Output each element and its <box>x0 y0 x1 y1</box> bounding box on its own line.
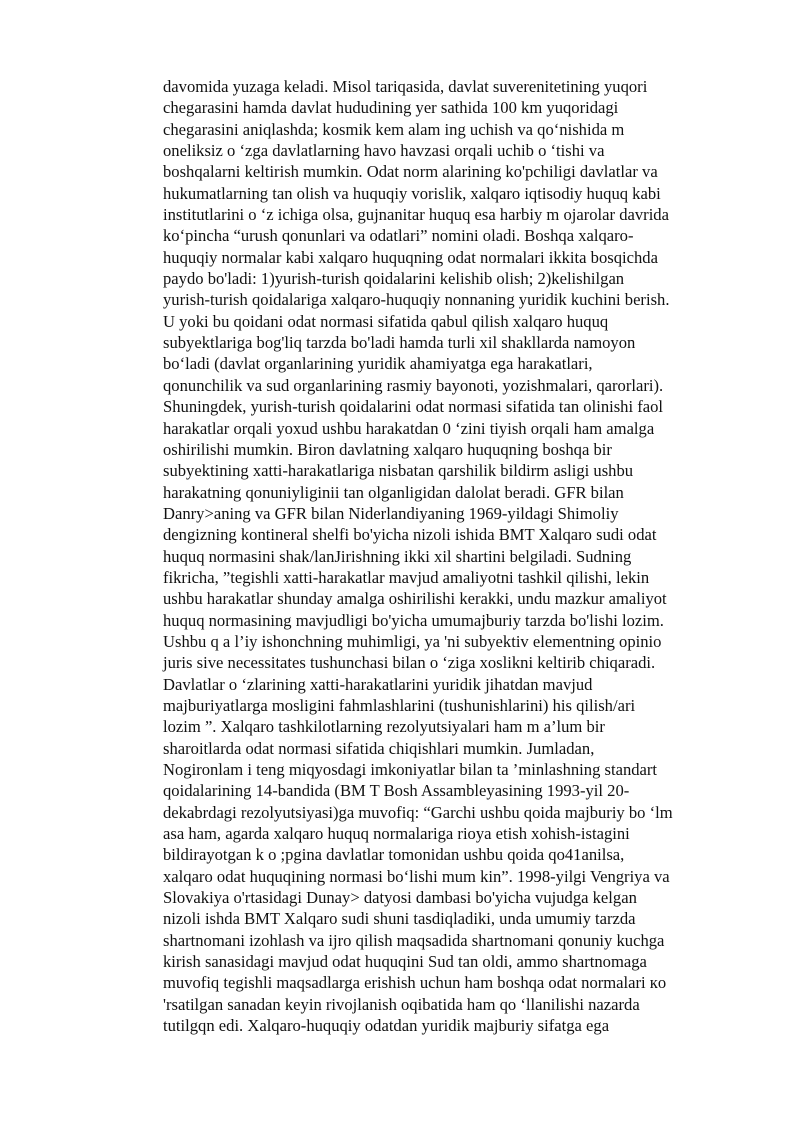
text-line: bildirayotgan k o ;pgina davlatlar tomonidan ushbu qoida qo41anilsa, <box>163 845 625 865</box>
text-line: oneliksiz o ‘zga davlatlarning havo havzasi orqali uchib o ‘tishi va <box>163 141 605 161</box>
text-line: dekabrdagi rezolyutsiyasi)ga muvofiq: “Garchi ushbu qoida majburiy bo ‘lm <box>163 802 673 822</box>
text-line: Davlatlar o ‘zlarining xatti-harakatlarini yuridik jihatdan mavjud <box>163 674 593 694</box>
text-line: nizoli ishda BMT Xalqaro sudi shuni tasdiqladiki, unda umumiy tarzda <box>163 909 636 929</box>
text-line: Nogironlam i teng miqyosdagi imkoniyatlar bilan ta ’minlashning standart <box>163 760 658 779</box>
text-line: muvofiq tegishli maqsadlarga erishish uchun ham boshqa odat normalari кo <box>163 973 667 993</box>
text-line: majburiyatlarga mosligini fahmlashlarini (tushunishlarini) his qilish/ari <box>163 695 636 715</box>
document-page <box>163 76 753 1036</box>
text-line: qoidalarining 14-bandida (BM T Bosh Assambleyasining 1993-yil 20- <box>163 781 630 801</box>
text-line: asa ham, agarda xalqaro huquq normalariga rioya etish xohish-istagini <box>163 824 630 844</box>
text-line: chegarasini hamda davlat hududining yer sathida 100 km yuqoridagi <box>163 98 619 118</box>
text-line: fikricha, ”tegishli xatti-harakatlar mavjud amaliyotni tashkil qilishi, lekin <box>163 567 650 587</box>
text-line: Slovakiya o'rtasidagi Dunay> datyosi dambasi bo'yicha vujudga kelgan <box>163 888 637 908</box>
text-line: kirish sanasidagi mavjud odat huquqini Sud tan oldi, ammo shartnomaga <box>163 952 647 972</box>
text-line: huquq normasining mavjudligi bo'yicha umumajburiy tarzda bo'lishi lozim. <box>163 610 664 630</box>
text-line: sharoitlarda odat normasi sifatida chiqishlari mumkin. Jumladan, <box>163 738 595 758</box>
text-line: U yoki bu qoidani odat normasi sifatida qabul qilish xalqaro huquq <box>163 311 609 331</box>
text-line: Shuningdek, yurish-turish qoidalarini odat normasi sifatida tan olinishi faol <box>163 397 664 417</box>
text-line: chegarasini aniqlashda; kosmik kem alam ing uchish va qo‘nishida m <box>163 119 625 139</box>
text-line: ko‘pincha “urush qonunlari va odatlari” nomini oladi. Boshqa xalqaro- <box>163 226 634 246</box>
text-line: harakatning qonuniyliginii tan olganligidan dalolat beradi. GFR bilan <box>163 482 624 502</box>
text-line: 'rsatilgan sanadan keyin rivojlanish oqibatida ham qo ‘llanilishi nazarda <box>163 994 640 1014</box>
text-line: juris sive necessitates tushunchasi bilan o ‘ziga xoslikni keltirib chiqaradi. <box>163 653 656 673</box>
text-line: Ushbu q a l’iy ishonchning muhimligi, ya 'ni subyektiv elementning opinio <box>163 631 662 651</box>
text-line: paydo bo'ladi: 1)yurish-turish qoidalarini kelishib olish; 2)kelishilgan <box>163 269 625 289</box>
text-line: davomida yuzaga keladi. Misol tariqasida, davlat suverenitetining yuqori <box>163 77 648 96</box>
text-line: lozim ”. Xalqaro tashkilotlarning rezolyutsiyalari ham m a’lum bir <box>163 717 605 737</box>
text-line: Danry>aning va GFR bilan Niderlandiyaning 1969-yildagi Shimoliy <box>163 503 619 523</box>
text-line: ushbu harakatlar shunday amalga oshirilishi kerakki, undu mazkur amaliyot <box>163 589 667 609</box>
text-line: subyektlariga bog'liq tarzda bo'ladi hamda turli xil shakllarda namoyon <box>163 333 636 353</box>
text-line: shartnomani izohlash va ijro qilish maqsadida shartnomani qonuniy kuchga <box>163 930 665 950</box>
text-line: huquqiy normalar kabi xalqaro huquqning odat normalari ikkita bosqichda <box>163 247 658 267</box>
text-line: xalqaro odat huquqining normasi bo‘lishi mum kin”. 1998-yilgi Vengriya va <box>163 866 670 886</box>
text-line: subyektining xatti-harakatlariga nisbatan qarshilik bildirm asligi ushbu <box>163 461 634 481</box>
text-line: harakatlar orqali yoxud ushbu harakatdan 0 ‘zini tiyish orqali ham amalga <box>163 418 655 438</box>
text-line: yurish-turish qoidalariga xalqaro-huquqiy nonnaning yuridik kuchini berish. <box>163 290 670 310</box>
text-line: huquq normasini shak/lanJirishning ikki xil shartini belgiladi. Sudning <box>163 546 632 566</box>
text-line: tutilgqn edi. Xalqaro-huquqiy odatdan yuridik majburiy sifatga ega <box>163 1016 610 1036</box>
text-line: hukumatlarning tan olish va huquqiy vorislik, xalqaro iqtisodiy huquq kabi <box>163 183 661 203</box>
text-line: bo‘ladi (davlat organlarining yuridik ahamiyatga ega harakatlari, <box>163 354 593 374</box>
text-line: institutlarini o ‘z ichiga olsa, gujnanitar huquq esa harbiy m ojarolar davrida <box>163 205 669 225</box>
text-line: boshqalarni keltirish mumkin. Odat norm alarining ko'pchiligi davlatlar va <box>163 162 658 182</box>
text-line: oshirilishi mumkin. Biron davlatning xalqaro huquqning boshqa bir <box>163 439 612 459</box>
text-line: qonunchilik va sud organlarining rasmiy bayonoti, yozishmalari, qarorlari). <box>163 375 664 395</box>
body-text <box>163 76 753 1036</box>
text-line: dengizning kontineral shelfi bo'yicha nizoli ishida BMT Xalqaro sudi odat <box>163 525 657 545</box>
